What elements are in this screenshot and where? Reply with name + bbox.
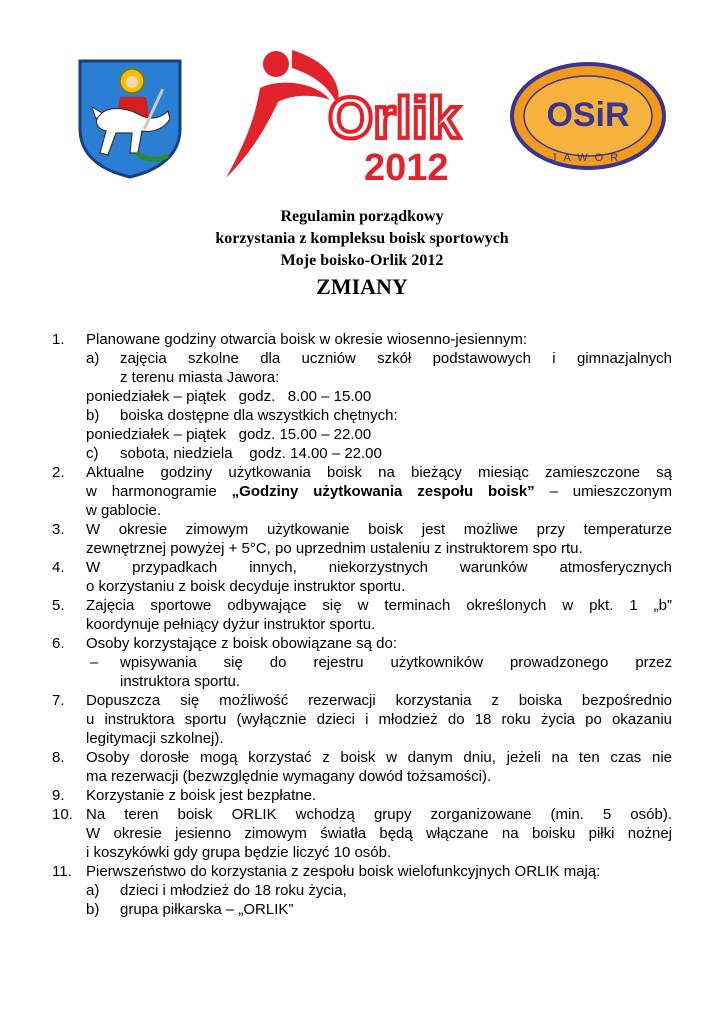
subitem-text-cont: z terenu miasta Jawora: — [120, 369, 280, 386]
subitem-text: zajęcia szkolne dla uczniów szkół podstawowych i gimnazjalnych — [120, 350, 672, 367]
item-number: 11. — [52, 863, 72, 880]
list-item-1 — [52, 330, 672, 463]
item-text: koordynuje pełniący dyżur instruktor sportu. — [86, 616, 376, 633]
subitem-text: wpisywania się do rejestru użytkowników prowadzonego przez — [120, 654, 672, 671]
orlik-wordmark: Orlik — [328, 86, 461, 151]
item-text: legitymacji szkolnej). — [86, 730, 224, 747]
schedule-line: poniedziałek – piątek godz. 15.00 – 22.00 — [86, 426, 372, 443]
item-text: Pierwszeństwo do korzystania z zespołu boisk wielofunkcyjnych ORLIK mają: — [86, 863, 601, 880]
osir-subtext: JAWOR — [550, 152, 626, 164]
heading-line-2: korzystania z kompleksu boisk sportowych — [215, 230, 509, 247]
item-text: Korzystanie z boisk jest bezpłatne. — [86, 787, 317, 804]
list-item-3 — [52, 520, 672, 558]
subitem-label: c) — [86, 445, 99, 462]
orlik-2012-logo — [220, 44, 482, 186]
item-number: 2. — [52, 464, 65, 481]
subitem-label: a) — [86, 882, 100, 899]
list-item-6 — [52, 634, 672, 691]
list-item-10 — [52, 805, 672, 862]
subitem-a — [86, 881, 672, 900]
logo-header — [0, 0, 724, 190]
subitem-label: b) — [86, 901, 100, 918]
subitem-label: b) — [86, 407, 100, 424]
subitem-label: a) — [86, 350, 100, 367]
subitem-text: dzieci i młodzież do 18 roku życia, — [120, 882, 347, 899]
list-item-2 — [52, 463, 672, 520]
regulations-list — [52, 330, 672, 919]
subitem-text-cont: instruktora sportu. — [120, 673, 241, 690]
subitem-text: sobota, niedziela godz. 14.00 – 22.00 — [120, 445, 382, 462]
item-text: Osoby dorosłe mogą korzystać z boisk w danym dniu, jeżeli na ten czas nie — [86, 749, 672, 766]
item-text-part: w harmonogramie — [86, 483, 232, 500]
item-text: W okresie zimowym użytkowanie boisk jest możliwe przy temperaturze — [86, 521, 672, 538]
item-number: 4. — [52, 559, 65, 576]
list-item-8 — [52, 748, 672, 786]
list-item-4 — [52, 558, 672, 596]
item-number: 5. — [52, 597, 65, 614]
item-text: Aktualne godziny użytkowania boisk na bieżący miesiąc zamieszczone są — [86, 464, 672, 481]
item-text: u instruktora sportu (wyłącznie dzieci i młodzież do 18 roku życia po okazaniu — [86, 711, 672, 728]
item-number: 7. — [52, 692, 65, 709]
schedule-line: poniedziałek – piątek godz. 8.00 – 15.00 — [86, 388, 372, 405]
osir-wordmark: OSiR — [546, 96, 630, 134]
item-text: w gablocie. — [86, 502, 162, 519]
list-item-5 — [52, 596, 672, 634]
item-number: 10. — [52, 806, 73, 823]
item-text: Zajęcia sportowe odbywające się w terminach określonych w pkt. 1 „b” — [86, 597, 672, 614]
jawor-coat-of-arms-icon — [76, 57, 184, 179]
list-item-9 — [52, 786, 672, 805]
item-text: o korzystaniu z boisk decyduje instruktor sportu. — [86, 578, 406, 595]
item-number: 1. — [52, 331, 65, 348]
document-heading — [0, 206, 724, 302]
item-text: Osoby korzystające z boisk obowiązane są do: — [86, 635, 397, 652]
subitem-text: grupa piłkarska – „ORLIK” — [120, 901, 294, 918]
list-item-7 — [52, 691, 672, 748]
item-text: W przypadkach innych, niekorzystnych warunków atmosferycznych — [86, 559, 672, 576]
heading-changes: ZMIANY — [316, 274, 408, 299]
heading-line-1: Regulamin porządkowy — [280, 208, 444, 225]
item-text: ma rezerwacji (bezwzględnie wymagany dowód tożsamości). — [86, 768, 492, 785]
osir-jawor-logo — [508, 60, 668, 172]
schedule-title: „Godziny użytkowania zespołu boisk” — [231, 483, 535, 500]
item-text: zewnętrznej powyżej + 5°C, po uprzednim ustaleniu z instruktorem spo rtu. — [86, 540, 583, 557]
item-text: Dopuszcza się możliwość rezerwacji korzystania z boiska bezpośrednio — [86, 692, 672, 709]
item-text: Planowane godziny otwarcia boisk w okresie wiosenno-jesiennym: — [86, 331, 528, 348]
heading-line-3: Moje boisko-Orlik 2012 — [280, 252, 444, 269]
item-number: 6. — [52, 635, 65, 652]
dash-bullet: – — [90, 654, 99, 671]
item-number: 3. — [52, 521, 65, 538]
item-text — [86, 482, 672, 501]
subitem-c — [86, 444, 672, 463]
list-item-11 — [52, 862, 672, 919]
subitem-a — [86, 349, 672, 387]
item-number: 8. — [52, 749, 65, 766]
item-text-part: – umieszczonym — [534, 483, 672, 500]
item-text: W okresie jesienno zimowym światła będą włączane na boisku piłki nożnej — [86, 825, 672, 842]
subitem-b — [86, 900, 672, 919]
subitem-b — [86, 406, 672, 425]
item-text: Na teren boisk ORLIK wchodzą grupy zorganizowane (min. 5 osób). — [86, 806, 672, 823]
item-text: i koszykówki gdy grupa będzie liczyć 10 osób. — [86, 844, 392, 861]
subitem-dash — [86, 653, 672, 691]
orlik-year: 2012 — [364, 147, 449, 186]
subitem-text: boiska dostępne dla wszystkich chętnych: — [120, 407, 398, 424]
item-number: 9. — [52, 787, 65, 804]
